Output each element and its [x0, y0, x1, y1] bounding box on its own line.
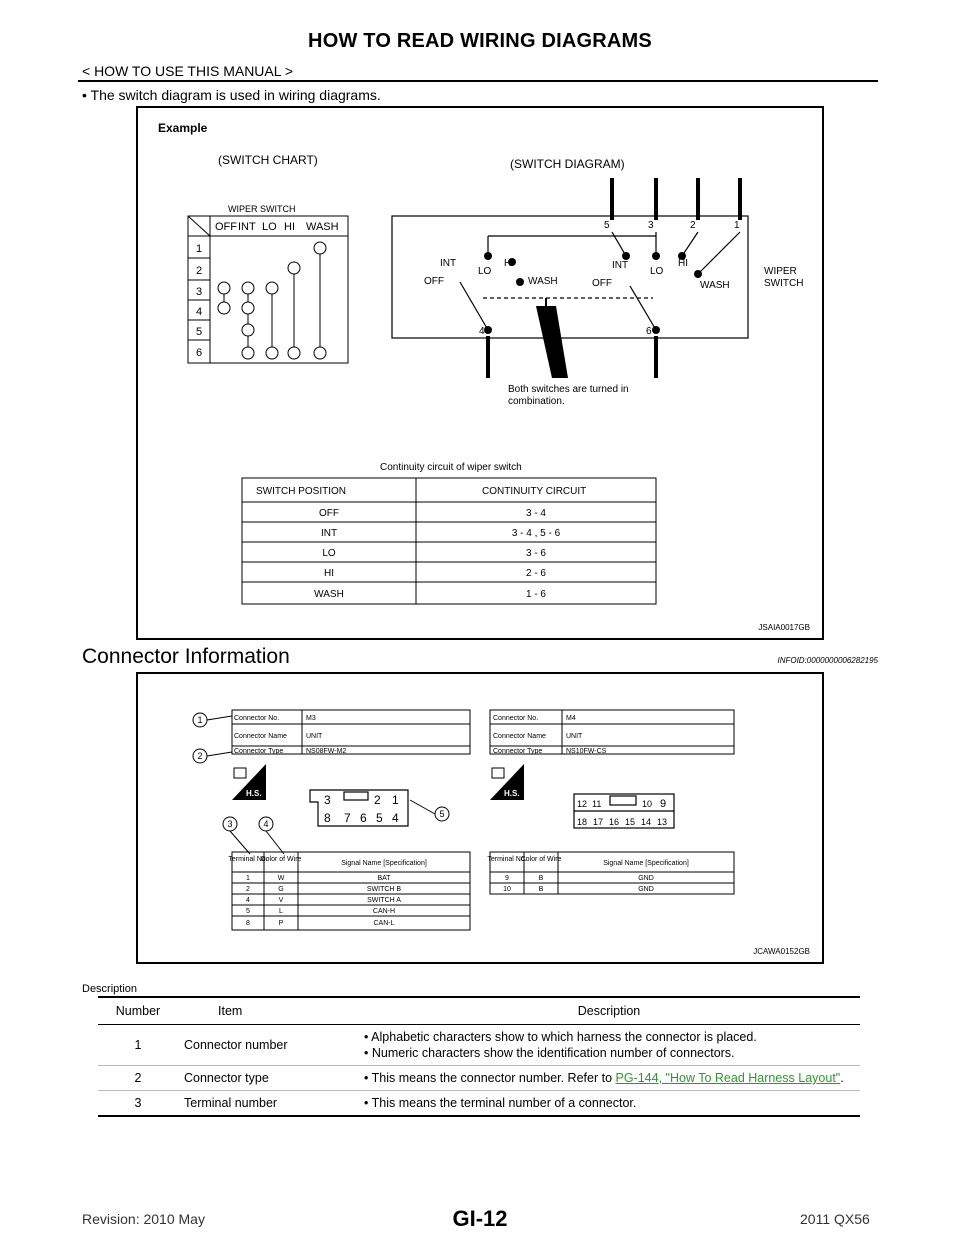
chart-row-4: 4 [196, 306, 203, 318]
right-pin-12: 12 [577, 799, 588, 809]
left-wash-label: WASH [528, 276, 558, 287]
page-title: HOW TO READ WIRING DIAGRAMS [308, 30, 652, 52]
left-r2-signal: SWITCH B [366, 886, 402, 893]
right-r2-signal: GND [638, 886, 654, 893]
terminal-5-label: 5 [604, 220, 610, 231]
row1-number: 1 [98, 1025, 178, 1066]
continuity-header-position: SWITCH POSITION [256, 486, 346, 497]
left-r1-terminal: 1 [246, 875, 250, 882]
right-pin-15: 15 [625, 817, 636, 827]
example-label: Example [158, 121, 208, 135]
right-connector-name: UNIT [566, 733, 583, 740]
terminal-2-label: 2 [690, 220, 696, 231]
left-int-label: INT [440, 258, 457, 269]
terminal-4-label: 4 [479, 326, 485, 337]
chart-row-2: 2 [196, 265, 203, 277]
right-connector-no: M4 [566, 715, 576, 722]
continuity-circ-4: 2 - 6 [525, 568, 547, 579]
left-pin-8: 8 [324, 811, 331, 825]
figure2-code: JCAWA0152GB [753, 947, 810, 956]
right-th-signal: Signal Name [Specification] [603, 860, 689, 867]
intro-bullet: • The switch diagram is used in wiring diagrams. [82, 87, 381, 103]
left-th-signal: Signal Name [Specification] [341, 860, 427, 867]
row3-number: 3 [98, 1091, 178, 1117]
right-r2-terminal: 10 [503, 886, 511, 893]
left-r2-terminal: 2 [246, 886, 250, 893]
left-r3-signal: SWITCH A [367, 897, 401, 904]
right-r1-color: B [538, 875, 544, 882]
row1-description [358, 1025, 860, 1066]
left-pin-2: 2 [374, 793, 381, 807]
continuity-pos-5: WASH [314, 589, 344, 600]
breadcrumb: < HOW TO USE THIS MANUAL > [82, 63, 294, 79]
left-hs-label: H.S. [246, 789, 262, 798]
left-th-terminal: Terminal No. [228, 856, 268, 863]
switch-label: SWITCH [764, 278, 804, 289]
left-connector-no-label: Connector No. [234, 715, 280, 722]
left-connector-name-label: Connector Name [234, 733, 287, 740]
header-rule [78, 80, 878, 82]
footer-revision: Revision: 2010 May [82, 1211, 205, 1227]
right-hi-label: HI [678, 258, 688, 269]
left-r3-color: V [278, 897, 284, 904]
table-row [98, 1066, 860, 1091]
diagram-contacts [484, 252, 702, 334]
left-connector-type-label: Connector Type [234, 748, 284, 755]
callout-1: 1 [197, 715, 203, 725]
row1-line1: • Alphabetic characters show to which harness the connector is placed. [364, 1029, 854, 1045]
right-lo-label: LO [650, 266, 664, 277]
row2-item: Connector type [178, 1066, 358, 1091]
chart-col-int: INT [238, 221, 256, 233]
left-pin-3: 3 [324, 793, 331, 807]
row2-description [358, 1066, 860, 1091]
table-row [98, 1091, 860, 1117]
switch-diagram-figure [136, 106, 824, 640]
description-header-row [98, 997, 860, 1025]
chart-col-off: OFF [215, 221, 237, 233]
row2-suffix: . [840, 1071, 844, 1085]
left-lo-label: LO [478, 266, 492, 277]
row3-description [358, 1091, 860, 1117]
right-connector-name-label: Connector Name [493, 733, 546, 740]
left-off-label: OFF [424, 276, 444, 287]
left-connector-name: UNIT [306, 733, 323, 740]
right-pin-10: 10 [642, 799, 653, 809]
terminal-6-label: 6 [646, 326, 652, 337]
right-hs-label: H.S. [504, 789, 520, 798]
row3-item: Terminal number [178, 1091, 358, 1117]
row1-item: Connector number [178, 1025, 358, 1066]
left-r4-terminal: 5 [246, 908, 250, 915]
header-item: Item [178, 997, 358, 1025]
continuity-pos-1: OFF [319, 508, 339, 519]
wiper-label: WIPER [764, 266, 797, 277]
connector-info-figure [136, 672, 824, 964]
chart-contacts [218, 242, 326, 359]
right-wash-label: WASH [700, 280, 730, 291]
switch-diagram-title: (SWITCH DIAGRAM) [510, 157, 625, 171]
right-off-label: OFF [592, 278, 612, 289]
header-description: Description [358, 997, 860, 1025]
left-pin-1: 1 [392, 793, 399, 807]
continuity-pos-3: LO [322, 548, 336, 559]
row2-line1 [364, 1070, 854, 1086]
left-r4-color: L [279, 908, 283, 915]
left-r1-color: W [277, 875, 285, 882]
switch-chart-title: (SWITCH CHART) [218, 153, 318, 167]
section-title: Connector Information [82, 645, 290, 668]
continuity-pos-4: HI [324, 568, 334, 579]
right-pin-16: 16 [609, 817, 620, 827]
left-connector-type: NS08FW-M2 [306, 748, 347, 755]
left-r4-signal: CAN-H [372, 908, 396, 915]
right-pin-9: 9 [660, 798, 667, 810]
row1-line2: • Numeric characters show the identification number of connectors. [364, 1045, 854, 1061]
callout-4: 4 [263, 819, 269, 829]
row2-prefix: This means the connector number. Refer to [371, 1071, 616, 1085]
left-pin-6: 6 [360, 811, 367, 825]
connector-info-svg [138, 674, 822, 962]
note-line-1: Both switches are turned in [508, 384, 629, 395]
footer-model: 2011 QX56 [800, 1211, 870, 1227]
left-r1-signal: BAT [377, 875, 391, 882]
continuity-circ-3: 3 - 6 [525, 548, 547, 559]
right-int-label: INT [612, 260, 629, 271]
right-pin-11: 11 [592, 799, 602, 809]
right-connector-no-label: Connector No. [493, 715, 539, 722]
left-r5-signal: CAN-L [373, 920, 395, 927]
left-r3-terminal: 4 [246, 897, 250, 904]
terminal-3-label: 3 [648, 220, 654, 231]
left-r2-color: G [278, 886, 284, 893]
terminal-1-label: 1 [734, 220, 740, 231]
info-id: INFOID:0000000006282195 [777, 656, 878, 665]
right-th-terminal: Terminal No. [487, 856, 527, 863]
row2-number: 2 [98, 1066, 178, 1091]
left-pin-7: 7 [344, 811, 351, 825]
right-connector-type: NS10FW-CS [566, 748, 607, 755]
left-r5-color: P [278, 920, 284, 927]
footer-page-number: GI-12 [452, 1206, 508, 1231]
note-line-2: combination. [508, 396, 565, 407]
callout-3: 3 [227, 819, 233, 829]
chart-col-lo: LO [262, 221, 277, 233]
continuity-circ-1: 3 - 4 [525, 508, 547, 519]
description-table [98, 996, 860, 1117]
row3-line1: • This means the terminal number of a connector. [364, 1095, 854, 1111]
wiper-switch-label: WIPER SWITCH [228, 204, 296, 214]
harness-layout-link[interactable]: PG-144, "How To Read Harness Layout" [615, 1071, 841, 1085]
chart-row-1: 1 [196, 243, 203, 255]
chart-col-hi: HI [284, 221, 295, 233]
description-label: Description [82, 983, 138, 995]
left-r5-terminal: 8 [246, 920, 250, 927]
callout-5: 5 [439, 809, 445, 819]
continuity-header-circuit: CONTINUITY CIRCUIT [482, 486, 587, 497]
continuity-circ-2: 3 - 4 , 5 - 6 [511, 528, 561, 539]
right-connector-type-label: Connector Type [493, 748, 543, 755]
right-pin-14: 14 [641, 817, 652, 827]
left-pin-4: 4 [392, 811, 399, 825]
right-pin-18: 18 [577, 817, 588, 827]
switch-diagram-svg [138, 108, 822, 638]
left-hi-label: HI [504, 258, 514, 269]
right-r1-signal: GND [638, 875, 654, 882]
diagram-terminal-lines [488, 178, 740, 378]
chart-row-5: 5 [196, 326, 203, 338]
right-r2-color: B [538, 886, 544, 893]
left-connector-no: M3 [306, 715, 316, 722]
left-th-color: Color of Wire [260, 856, 302, 863]
right-pin-13: 13 [657, 817, 668, 827]
right-r1-terminal: 9 [505, 875, 509, 882]
continuity-pos-2: INT [320, 528, 338, 539]
right-pin-17: 17 [593, 817, 604, 827]
table-row [98, 1025, 860, 1066]
callout-2: 2 [197, 751, 203, 761]
header-number: Number [98, 997, 178, 1025]
chart-row-3: 3 [196, 286, 203, 298]
chart-col-wash: WASH [306, 221, 339, 233]
figure1-code: JSAIA0017GB [758, 623, 810, 632]
left-pin-5: 5 [376, 811, 383, 825]
switch-diagram-box [392, 216, 748, 338]
continuity-circ-5: 1 - 6 [525, 589, 547, 600]
chart-row-6: 6 [196, 347, 203, 359]
right-th-color: Color of Wire [520, 856, 562, 863]
continuity-caption: Continuity circuit of wiper switch [380, 462, 522, 473]
combination-arrow [536, 306, 568, 378]
